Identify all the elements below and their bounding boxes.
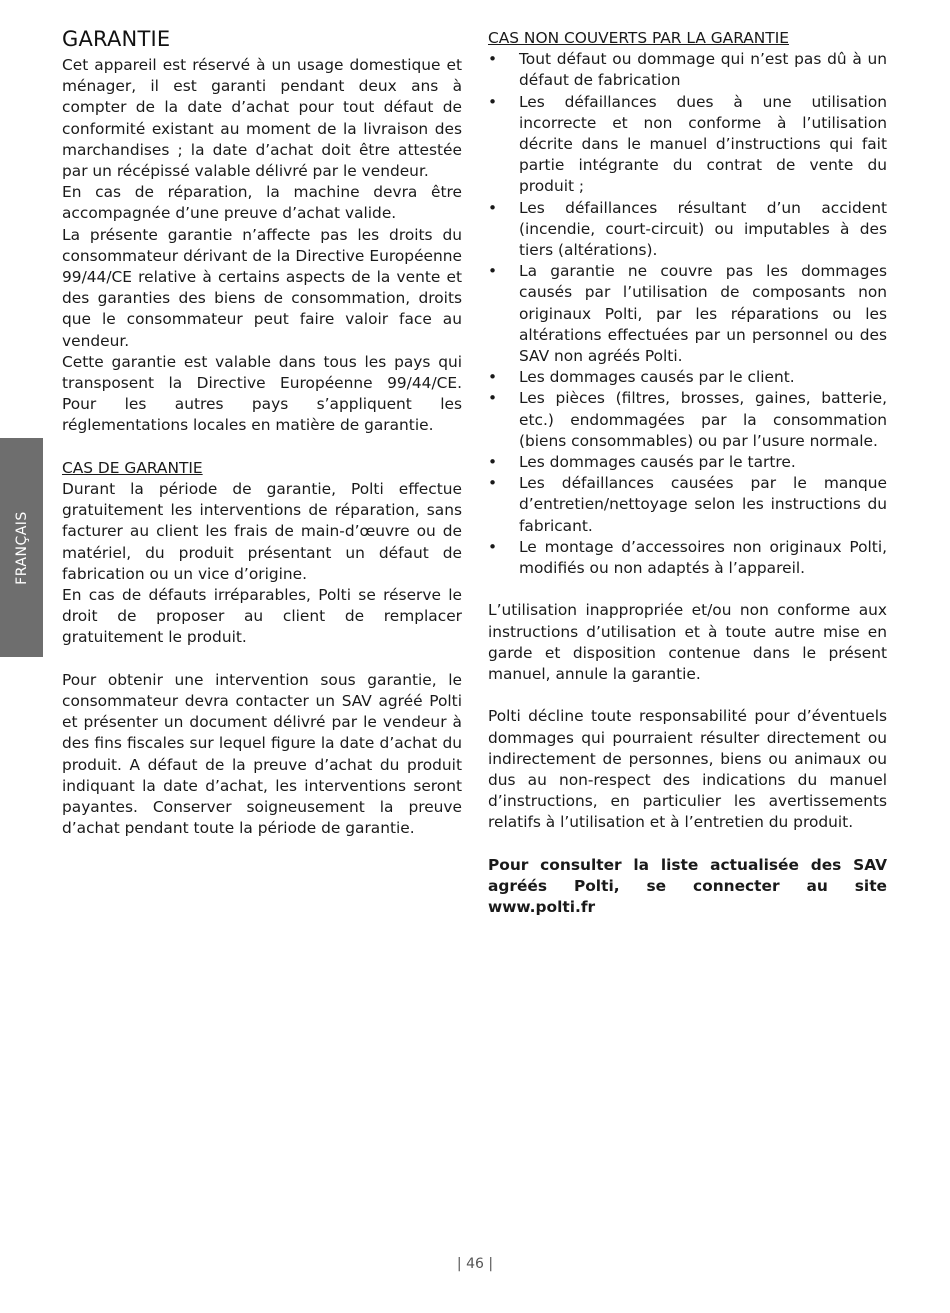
warranty-paragraph: En cas de réparation, la machine devra être accompagnée d’une preuve d’achat valide.	[62, 183, 462, 223]
list-item: • Les défaillances dues à une utilisation incorrecte et non conforme à l’utilisation décrite dans le manuel d’instructions qui fait partie intégrante du contrat de vente du produit ;	[488, 92, 887, 196]
section-heading-cas-non-couverts: CAS NON COUVERTS PAR LA GARANTIE	[488, 29, 789, 47]
list-item: • La garantie ne couvre pas les dommages causés par l’utilisation de composants non originaux Polti, par les réparations ou les altérations effectuées par un personnel ou des SAV non agréés Polti.	[488, 262, 887, 366]
section-heading-cas-de-garantie: CAS DE GARANTIE	[62, 458, 203, 477]
warranty-paragraph: La présente garantie n’affecte pas les droits du consommateur dérivant de la Directive Européenne 99/44/CE relative à certains aspects de la vente et des garanties des biens de consommation, droits que le consommateur peut faire valoir face au vendeur.	[62, 225, 462, 350]
right-column	[488, 26, 887, 918]
list-item: • Le montage d’accessoires non originaux Polti, modifiés ou non adaptés à l’appareil.	[488, 537, 887, 578]
warranty-case-paragraph: Durant la période de garantie, Polti effectue gratuitement les interventions de réparation, sans facturer au client les frais de main-d’œuvre ou de matériel, du produit présentant un défaut de fabrication ou un vice d’origine.	[62, 480, 462, 583]
list-item: • Les défaillances causées par le manque d’entretien/nettoyage selon les instructions du fabricant.	[488, 474, 887, 535]
page-title: GARANTIE	[62, 27, 171, 51]
list-item: • Les dommages causés par le tartre.	[488, 452, 887, 473]
page-number: | 46 |	[456, 1256, 494, 1272]
bullet-icon: •	[488, 50, 498, 69]
list-item: • Les pièces (filtres, brosses, gaines, batterie, etc.) endommagées par la consommation (biens consommables) ou par l’usure normale.	[488, 389, 887, 450]
list-item: • Les défaillances résultant d’un accident (incendie, court-circuit) ou imputables à des tiers (altérations).	[488, 198, 887, 260]
bullet-icon: •	[488, 453, 498, 472]
language-side-tab	[0, 438, 43, 657]
bullet-icon: •	[488, 92, 498, 111]
service-centers-note: Pour consulter la liste actualisée des SAV agréés Polti, se connecter au site www.polti.fr	[488, 855, 887, 917]
language-label: FRANÇAIS	[13, 510, 30, 585]
misuse-paragraph: L’utilisation inappropriée et/ou non conforme aux instructions d’utilisation et à toute autre mise en garde et disposition contenue dans le présent manuel, annule la garantie.	[488, 601, 887, 684]
bullet-icon: •	[488, 474, 498, 493]
list-item: • Les dommages causés par le client.	[488, 367, 887, 388]
exclusions-list	[488, 49, 887, 579]
bullet-icon: •	[488, 389, 498, 408]
bullet-icon: •	[488, 537, 498, 556]
bullet-icon: •	[488, 198, 498, 217]
left-column	[62, 26, 462, 839]
bullet-icon: •	[488, 262, 498, 281]
list-item: • Tout défaut ou dommage qui n’est pas dû à un défaut de fabrication	[488, 50, 887, 90]
warranty-paragraph: Cette garantie est valable dans tous les pays qui transposent la Directive Européenne 99/44/CE. Pour les autres pays s’appliquent les réglementations locales en matière de garantie.	[62, 352, 462, 435]
warranty-procedure-paragraph: Pour obtenir une intervention sous garantie, le consommateur devra contacter un SAV agréé Polti et présenter un document délivré par le vendeur à des fins fiscales sur lequel figure la date d’achat du produit. A défaut de la preuve d’achat du produit indiquant la date d’achat, les interventions seront payantes. Conserver soigneusement la preuve d’achat pendant toute la période de garantie.	[62, 670, 462, 838]
warranty-paragraph: Cet appareil est réservé à un usage domestique et ménager, il est garanti pendant deux ans à compter de la date d’achat pour tout défaut de conformité existant au moment de la livraison des marchandises ; la date d’achat doit être attestée par un récépissé valable délivré par le vendeur.	[62, 56, 462, 181]
bullet-icon: •	[488, 368, 498, 387]
liability-paragraph: Polti décline toute responsabilité pour d’éventuels dommages qui pourraient résulter directement ou indirectement de personnes, biens ou animaux ou dus au non-respect des indications du manuel d’instructions, en particulier les avertissements relatifs à l’utilisation et à l’entretien du produit.	[488, 707, 887, 832]
warranty-case-paragraph: En cas de défauts irréparables, Polti se réserve le droit de proposer au client de remplacer gratuitement le produit.	[62, 586, 462, 647]
